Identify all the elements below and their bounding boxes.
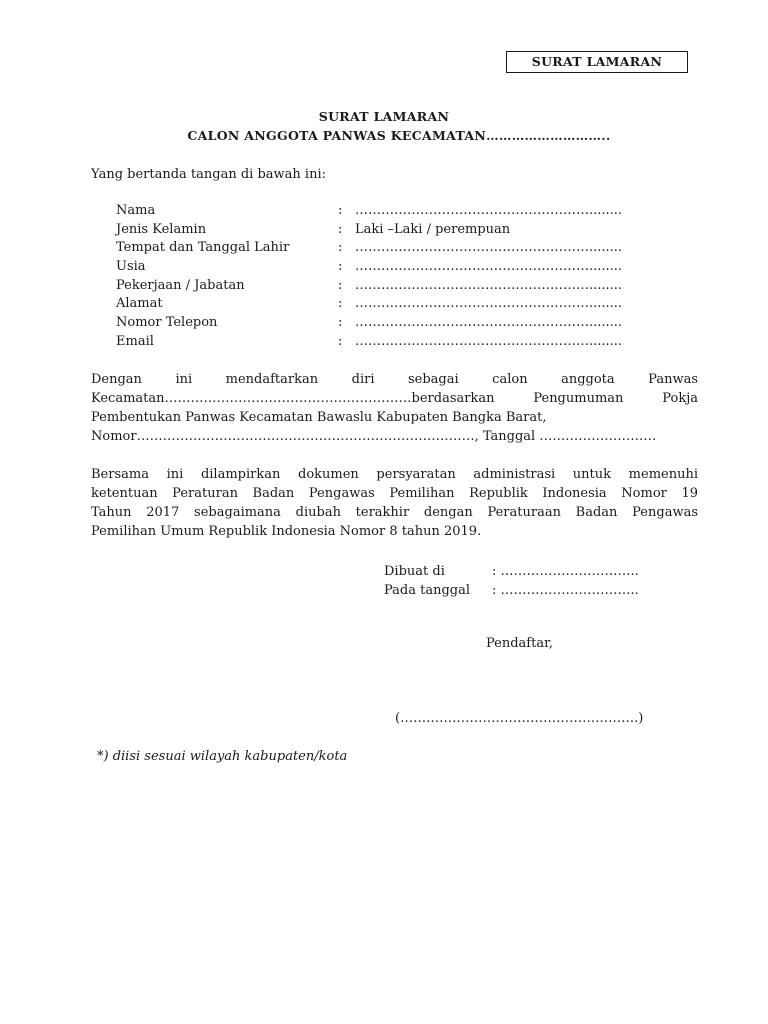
place-row bbox=[384, 562, 639, 581]
field-separator: : bbox=[338, 277, 343, 293]
date-row bbox=[384, 581, 639, 600]
paragraph-line: Tahun 2017 sebagaimana diubah terakhir dengan Peraturaan Badan Pengawas bbox=[91, 505, 698, 520]
field-value: ………………………………………………........ bbox=[355, 296, 623, 312]
field-separator: : bbox=[338, 259, 343, 275]
field-label: Pekerjaan / Jabatan bbox=[116, 277, 245, 293]
field-label: Nomor Telepon bbox=[116, 315, 218, 331]
date-value: : ………………………….. bbox=[492, 583, 639, 598]
document-title: SURAT LAMARAN bbox=[318, 109, 450, 124]
footnote: *) diisi sesuai wilayah kabupaten/kota bbox=[97, 749, 348, 764]
applicant-fields bbox=[116, 203, 622, 353]
field-label: Tempat dan Tanggal Lahir bbox=[116, 240, 290, 256]
intro-text: Yang bertanda tangan di bawah ini: bbox=[91, 167, 326, 182]
field-value: ………………………………………………........ bbox=[355, 277, 623, 293]
place-value: : ………………………….. bbox=[492, 564, 639, 579]
field-separator: : bbox=[338, 240, 343, 256]
paragraph-line: ketentuan Peraturan Badan Pengawas Pemilihan Republik Indonesia Nomor 19 bbox=[91, 486, 698, 501]
paragraph-line: Nomor……………………………………………………………………, Tanggal ……………………… bbox=[91, 429, 657, 444]
field-row-usia bbox=[116, 259, 622, 278]
field-row-nama bbox=[116, 203, 622, 222]
place-label: Dibuat di bbox=[384, 564, 445, 579]
field-label: Alamat bbox=[116, 296, 163, 312]
field-value: ………………………………………………........ bbox=[355, 315, 623, 331]
registrant-label: Pendaftar, bbox=[486, 636, 554, 651]
field-row-tempat-tanggal-lahir bbox=[116, 240, 622, 259]
field-label: Jenis Kelamin bbox=[116, 221, 207, 237]
field-separator: : bbox=[338, 221, 343, 237]
field-separator: : bbox=[338, 203, 343, 218]
paragraph-line: Pembentukan Panwas Kecamatan Bawaslu Kabupaten Bangka Barat, bbox=[91, 410, 547, 425]
document-subtitle: CALON ANGGOTA PANWAS KECAMATAN……………………….. bbox=[187, 128, 611, 143]
date-label: Pada tanggal bbox=[384, 583, 471, 598]
field-separator: : bbox=[338, 333, 343, 349]
field-row-nomor-telepon bbox=[116, 315, 622, 334]
field-label: Usia bbox=[116, 259, 146, 275]
field-value: ………………………………………………........ bbox=[355, 203, 623, 218]
paragraph-line: Pemilihan Umum Republik Indonesia Nomor 8 tahun 2019. bbox=[91, 524, 482, 539]
registration-paragraph bbox=[91, 370, 698, 446]
attachment-paragraph bbox=[91, 465, 698, 541]
field-value: ………………………………………………........ bbox=[355, 240, 623, 256]
document-type-box: SURAT LAMARAN bbox=[506, 51, 688, 73]
field-row-pekerjaan bbox=[116, 278, 622, 297]
field-label: Nama bbox=[116, 203, 156, 218]
field-separator: : bbox=[338, 296, 343, 312]
field-separator: : bbox=[338, 315, 343, 331]
field-row-email bbox=[116, 334, 622, 353]
place-date-block bbox=[384, 562, 639, 600]
paragraph-line: Dengan ini mendaftarkan diri sebagai calon anggota Panwas bbox=[91, 372, 698, 387]
field-row-alamat bbox=[116, 296, 622, 315]
field-value: Laki –Laki / perempuan bbox=[355, 221, 511, 237]
paragraph-line: Bersama ini dilampirkan dokumen persyaratan administrasi untuk memenuhi bbox=[91, 467, 698, 482]
paragraph-line: Kecamatan…………………………………………………berdasarkan Pengumuman Pokja bbox=[91, 391, 698, 406]
field-row-jenis-kelamin bbox=[116, 222, 622, 241]
field-value: ………………………………………………........ bbox=[355, 259, 623, 275]
signature-line: (……………………………………………….) bbox=[395, 711, 644, 726]
field-label: Email bbox=[116, 333, 154, 349]
field-value: ………………………………………………........ bbox=[355, 333, 623, 349]
